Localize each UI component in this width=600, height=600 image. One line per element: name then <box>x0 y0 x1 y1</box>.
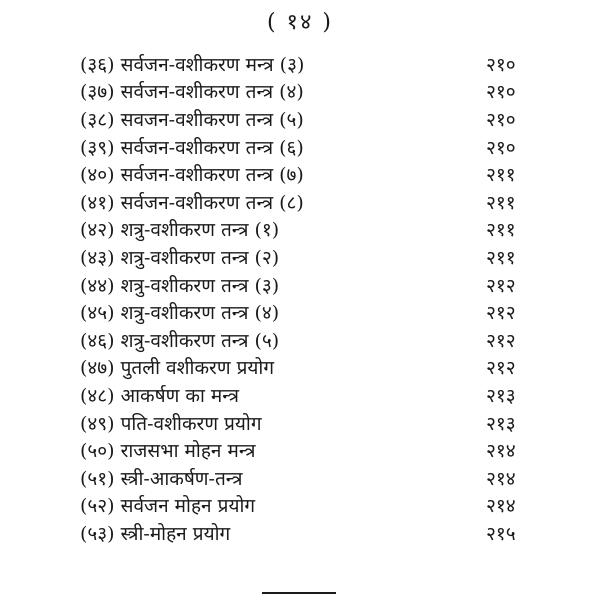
entry-left <box>80 299 279 325</box>
toc-entry <box>80 243 550 271</box>
entry-page-number: २११ <box>486 191 516 214</box>
entry-number: (३८) <box>80 108 115 131</box>
entry-left <box>80 134 304 160</box>
entry-page-number: २११ <box>486 164 516 187</box>
entry-title: सर्वजन-वशीकरण तन्त्र (७) <box>120 164 304 187</box>
entry-left <box>80 272 279 298</box>
entry-number: (४२) <box>80 219 115 242</box>
entry-page-number: २१० <box>486 81 516 104</box>
toc-entry <box>80 464 550 492</box>
toc-entry <box>80 519 550 547</box>
toc-entry <box>80 160 550 188</box>
entry-left <box>80 382 239 408</box>
entry-page-number: २१३ <box>486 384 516 407</box>
entry-title: सवजन-वशीकरण तन्त्र (५) <box>120 108 304 131</box>
entry-title: शत्रु-वशीकरण तन्त्र (५) <box>120 329 280 352</box>
entry-number: (५२) <box>80 495 115 518</box>
entry-number: (४०) <box>80 164 115 187</box>
entry-title: सर्वजन मोहन प्रयोग <box>120 495 256 518</box>
entry-title: शत्रु-वशीकरण तन्त्र (१) <box>120 219 280 242</box>
entry-title: स्त्री-आकर्षण-तन्त्र <box>120 467 243 490</box>
entry-left <box>80 106 304 132</box>
toc-entry <box>80 381 550 409</box>
entry-left <box>80 520 230 546</box>
entry-number: (५१) <box>80 467 115 490</box>
entry-page-number: २१० <box>486 136 516 159</box>
toc-entry <box>80 409 550 437</box>
entry-number: (३७) <box>80 81 115 104</box>
entry-page-number: २१० <box>486 108 516 131</box>
table-of-contents <box>80 50 550 547</box>
entry-title: सर्वजन-वशीकरण तन्त्र (६) <box>120 136 304 159</box>
entry-page-number: २१४ <box>486 440 516 463</box>
entry-title: शत्रु-वशीकरण तन्त्र (३) <box>120 274 280 297</box>
toc-entry <box>80 78 550 106</box>
entry-title: आकर्षण का मन्त्र <box>120 384 239 407</box>
entry-page-number: २१२ <box>486 329 516 352</box>
toc-entry <box>80 271 550 299</box>
entry-page-number: २११ <box>486 246 516 269</box>
toc-entry <box>80 298 550 326</box>
entry-number: (४४) <box>80 274 115 297</box>
entry-left <box>80 216 279 242</box>
entry-title: पति-वशीकरण प्रयोग <box>120 412 262 435</box>
toc-entry <box>80 216 550 244</box>
entry-page-number: २१४ <box>486 467 516 490</box>
toc-entry <box>80 354 550 382</box>
entry-title: सर्वजन-वशीकरण तन्त्र (८) <box>120 191 304 214</box>
entry-page-number: २१५ <box>486 522 516 545</box>
entry-left <box>80 410 262 436</box>
entry-number: (४७) <box>80 357 115 380</box>
entry-page-number: २१२ <box>486 357 516 380</box>
entry-title: सर्वजन-वशीकरण मन्त्र (३) <box>120 53 305 76</box>
toc-entry <box>80 50 550 78</box>
entry-number: (५०) <box>80 440 115 463</box>
entry-page-number: २१३ <box>486 412 516 435</box>
entry-number: (४५) <box>80 302 115 325</box>
entry-page-number: २१० <box>486 53 516 76</box>
entry-title: शत्रु-वशीकरण तन्त्र (२) <box>120 246 280 269</box>
entry-number: (४३) <box>80 246 115 269</box>
entry-left <box>80 161 304 187</box>
entry-title: पुतली वशीकरण प्रयोग <box>120 357 275 380</box>
entry-left <box>80 51 304 77</box>
entry-title: राजसभा मोहन मन्त्र <box>120 440 256 463</box>
entry-page-number: २११ <box>486 219 516 242</box>
entry-left <box>80 492 255 518</box>
entry-left <box>80 437 256 463</box>
toc-entry <box>80 492 550 520</box>
entry-left <box>80 327 279 353</box>
toc-entry <box>80 105 550 133</box>
entry-number: (४६) <box>80 329 115 352</box>
toc-entry <box>80 188 550 216</box>
entry-number: (३६) <box>80 53 115 76</box>
entry-page-number: २१२ <box>486 274 516 297</box>
page-number: ( १४ ) <box>266 10 334 35</box>
entry-left <box>80 465 242 491</box>
entry-left <box>80 354 274 380</box>
entry-title: सर्वजन-वशीकरण तन्त्र (४) <box>120 81 304 104</box>
toc-entry <box>80 326 550 354</box>
end-divider-rule <box>262 592 336 594</box>
entry-page-number: २१२ <box>486 302 516 325</box>
entry-number: (४१) <box>80 191 115 214</box>
entry-left <box>80 244 279 270</box>
entry-title: स्त्री-मोहन प्रयोग <box>120 522 231 545</box>
entry-number: (३९) <box>80 136 115 159</box>
toc-entry <box>80 133 550 161</box>
entry-title: शत्रु-वशीकरण तन्त्र (४) <box>120 302 280 325</box>
entry-left <box>80 78 304 104</box>
entry-left <box>80 189 304 215</box>
entry-number: (५३) <box>80 522 115 545</box>
toc-entry <box>80 436 550 464</box>
entry-number: (४९) <box>80 412 115 435</box>
entry-number: (४८) <box>80 384 115 407</box>
entry-page-number: २१४ <box>486 495 516 518</box>
